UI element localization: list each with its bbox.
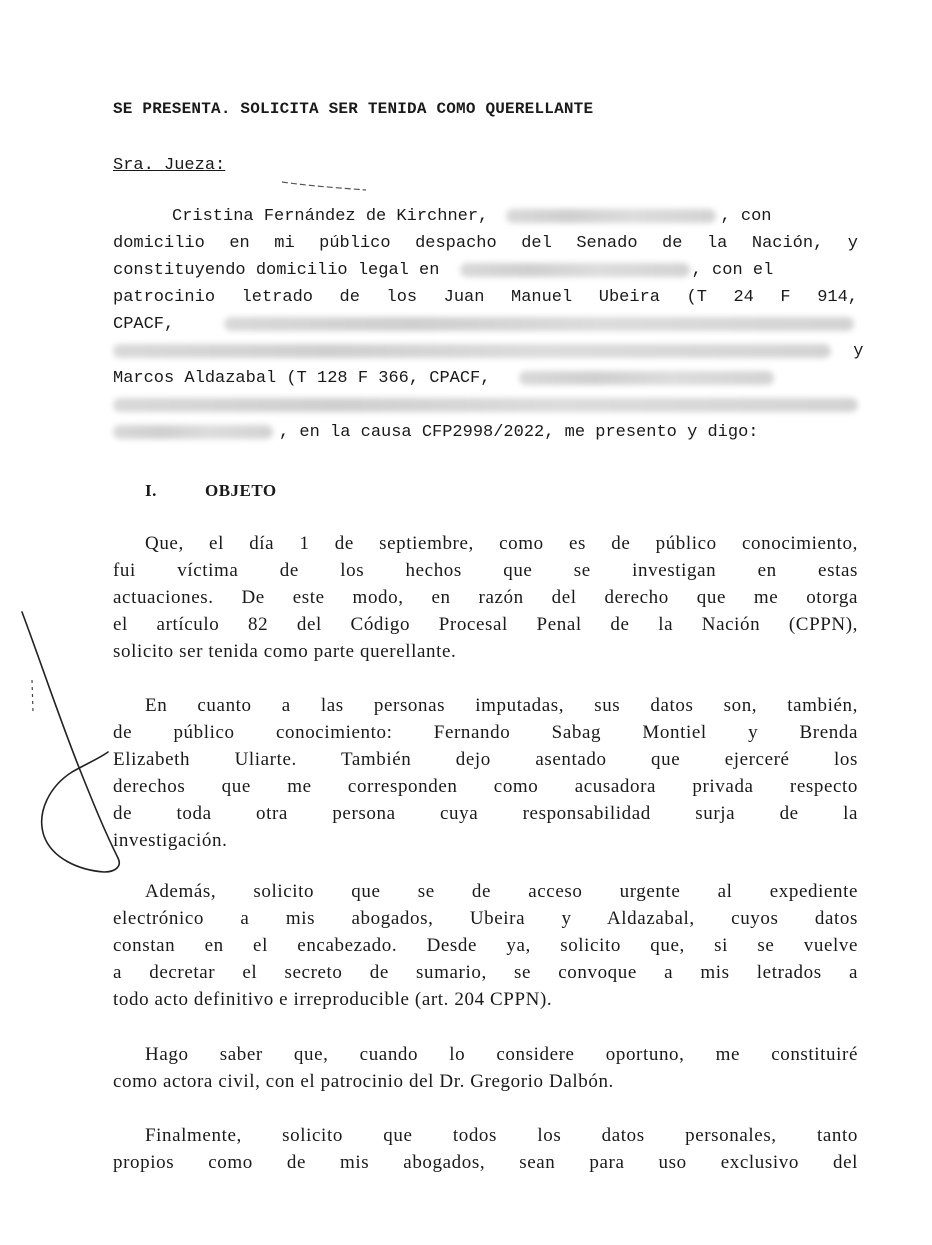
paragraph-3-line: constan en el encabezado. Desde ya, solicito que, si se vuelve	[113, 935, 858, 956]
intro-line-7	[113, 366, 858, 392]
intro-line-3	[113, 258, 858, 284]
paragraph-2-line: Elizabeth Uliarte. También dejo asentado que ejerceré los	[113, 749, 858, 770]
intro-line-4: patrocinio letrado de los Juan Manuel Ubeira (T 24 F 914,	[113, 288, 858, 307]
section-title: OBJETO	[205, 481, 277, 500]
intro-text: Marcos Aldazabal (T 128 F 366, CPACF,	[113, 369, 491, 388]
paragraph-3-line: todo acto definitivo e irreproducible (art. 204 CPPN).	[113, 989, 553, 1010]
paragraph-1-line: actuaciones. De este modo, en razón del derecho que me otorga	[113, 587, 858, 608]
paragraph-5-line: Finalmente, solicito que todos los datos personales, tanto	[145, 1125, 858, 1146]
paragraph-3-line: electrónico a mis abogados, Ubeira y Aldazabal, cuyos datos	[113, 908, 858, 929]
paragraph-4-line: como actora civil, con el patrocinio del Dr. Gregorio Dalbón.	[113, 1071, 614, 1092]
paragraph-5-line: propios como de mis abogados, sean para uso exclusivo del	[113, 1152, 858, 1173]
section-heading	[145, 481, 277, 501]
redacted-phone	[113, 425, 273, 439]
intro-line-1	[172, 204, 858, 230]
redacted-address	[460, 263, 690, 277]
paragraph-3-line: a decretar el secreto de sumario, se convoque a mis letrados a	[113, 962, 858, 983]
paragraph-1-line: fui víctima de los hechos que se investigan en estas	[113, 560, 858, 581]
redacted-contact	[113, 398, 858, 412]
paragraph-2-line: derechos que me corresponden como acusadora privada respecto	[113, 776, 858, 797]
intro-text: , con el	[691, 261, 774, 280]
redacted-contact	[519, 371, 774, 385]
salutation: Sra. Jueza:	[113, 156, 226, 175]
paragraph-1-line: solicito ser tenida como parte querellante.	[113, 641, 457, 662]
intro-text: , en la causa CFP2998/2022, me presento y digo:	[279, 423, 759, 442]
intro-text: , con	[720, 207, 772, 226]
paragraph-1-line: el artículo 82 del Código Procesal Penal de la Nación (CPPN),	[113, 614, 858, 635]
section-number: I.	[145, 481, 157, 500]
intro-text: Cristina Fernández de Kirchner,	[172, 207, 489, 226]
intro-line-9	[113, 420, 858, 446]
paragraph-2-line: En cuanto a las personas imputadas, sus datos son, también,	[145, 695, 858, 716]
paragraph-4-line: Hago saber que, cuando lo considere oportuno, me constituiré	[145, 1044, 858, 1065]
intro-line-8	[113, 393, 858, 419]
redacted-contact	[113, 344, 831, 358]
intro-text: constituyendo domicilio legal en	[113, 261, 440, 280]
intro-text: y	[853, 342, 864, 361]
redacted-contact	[224, 317, 854, 331]
intro-line-2: domicilio en mi público despacho del Senado de la Nación, y	[113, 234, 858, 253]
paragraph-2-line: de toda otra persona cuya responsabilidad surja de la	[113, 803, 858, 824]
intro-text: CPACF,	[113, 315, 175, 334]
intro-line-5	[113, 312, 858, 338]
paragraph-2-line: investigación.	[113, 830, 228, 851]
paragraph-1-line: Que, el día 1 de septiembre, como es de público conocimiento,	[145, 533, 858, 554]
document-title: SE PRESENTA. SOLICITA SER TENIDA COMO QUERELLANTE	[113, 100, 594, 118]
redacted-id	[506, 209, 716, 223]
paragraph-3-line: Además, solicito que se de acceso urgente al expediente	[145, 881, 858, 902]
paragraph-2-line: de público conocimiento: Fernando Sabag Montiel y Brenda	[113, 722, 858, 743]
intro-line-6	[113, 339, 864, 365]
